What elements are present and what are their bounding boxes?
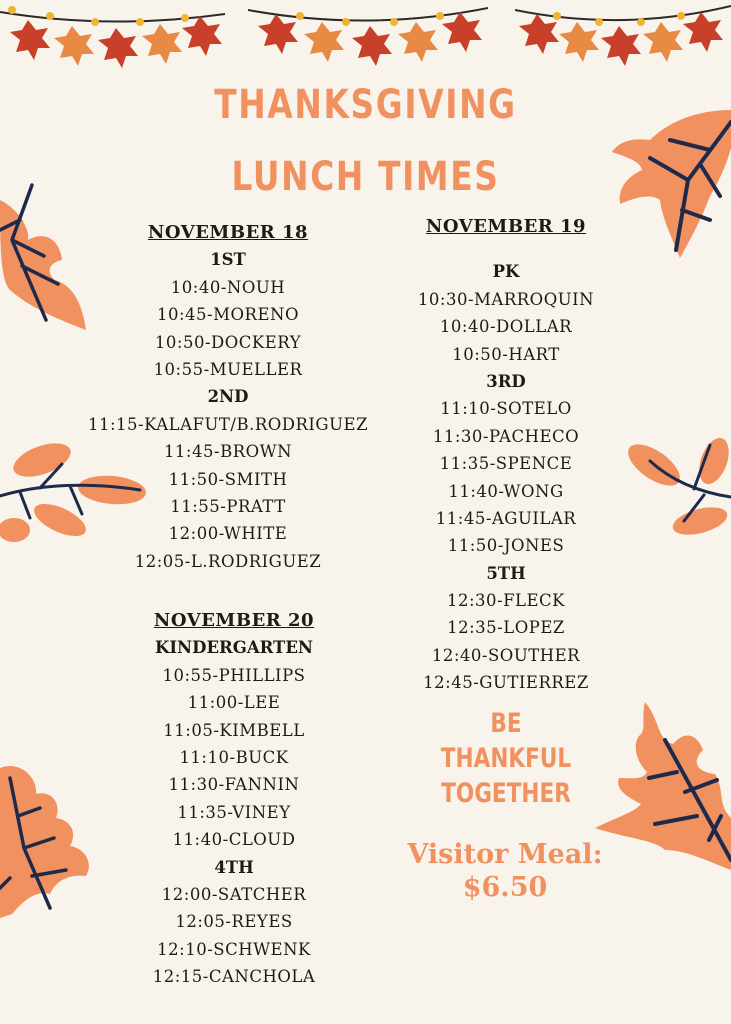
list-item: 11:05-KIMBELL — [163, 720, 305, 740]
list-item: 10:30-MARROQUIN — [417, 289, 595, 309]
autumn-leaf-icon — [614, 425, 731, 555]
list-item: 11:30-FANNIN — [168, 775, 300, 795]
grade-heading: PK — [492, 262, 520, 282]
list-item: 12:00-WHITE — [168, 524, 288, 544]
grade-heading: 4TH — [214, 857, 254, 877]
list-item: 12:10-SCHWENK — [157, 939, 311, 959]
list-item: 10:50-DOCKERY — [154, 332, 302, 352]
list-item: 11:50-JONES — [447, 536, 565, 556]
garland-right — [515, 0, 731, 80]
list-item: 12:45-GUTIERREZ — [423, 673, 589, 693]
list-item: 11:45-AGUILAR — [435, 508, 577, 528]
slogan-line3: TOGETHER — [441, 778, 571, 809]
grade-heading: 1ST — [210, 250, 246, 270]
grade-heading: 5TH — [486, 563, 526, 583]
list-item: 11:50-SMITH — [168, 469, 288, 489]
list-item: 11:35-VINEY — [177, 802, 291, 822]
page-title-line2: LUNCH TIMES — [231, 154, 500, 200]
garland-middle — [248, 0, 488, 80]
list-item: 10:55-PHILLIPS — [162, 665, 306, 685]
date-heading: NOVEMBER 18 — [147, 222, 309, 243]
list-item: 11:00-LEE — [187, 693, 281, 713]
list-item: 10:45-MORENO — [157, 305, 299, 325]
list-item: 12:05-L.RODRIGUEZ — [134, 551, 322, 571]
page-title-line1: THANKSGIVING — [214, 82, 517, 128]
list-item: 11:30-PACHECO — [432, 426, 580, 446]
list-item: 10:50-HART — [452, 344, 560, 364]
list-item: 11:40-CLOUD — [172, 830, 296, 850]
list-item: 12:35-LOPEZ — [447, 618, 565, 638]
grade-heading: KINDERGARTEN — [155, 638, 313, 658]
list-item: 11:55-PRATT — [170, 496, 286, 516]
list-item: 12:05-REYES — [175, 912, 293, 932]
list-item: 11:10-SOTELO — [440, 399, 572, 419]
garland-leaf-icon — [10, 16, 222, 68]
garland-left — [0, 0, 230, 80]
list-item: 12:00-SATCHER — [161, 884, 307, 904]
list-item: 12:15-CANCHOLA — [152, 967, 316, 987]
date-heading: NOVEMBER 19 — [425, 216, 587, 237]
grade-heading: 3RD — [486, 371, 526, 391]
list-item: 12:40-SOUTHER — [431, 645, 581, 665]
schedule-nov18 — [58, 219, 398, 575]
list-item: 10:40-DOLLAR — [439, 317, 573, 337]
list-item: 11:45-BROWN — [163, 442, 293, 462]
list-item: 11:40-WONG — [448, 481, 564, 501]
schedule-nov20 — [58, 607, 410, 990]
grade-heading: 2ND — [207, 387, 249, 407]
list-item: 11:35-SPENCE — [439, 454, 573, 474]
visitor-meal-label: Visitor Meal: — [407, 839, 603, 870]
list-item: 11:15-KALAFUT/B.RODRIGUEZ — [87, 414, 369, 434]
list-item: 10:55-MUELLER — [153, 359, 303, 379]
list-item: 12:30-FLECK — [446, 591, 566, 611]
schedule-nov19 — [385, 213, 627, 697]
slogan-line1: BE — [490, 708, 522, 739]
list-item: 11:10-BUCK — [179, 747, 289, 767]
date-heading: NOVEMBER 20 — [153, 610, 315, 631]
visitor-meal-price: $6.50 — [462, 872, 548, 903]
slogan-line2: THANKFUL — [440, 743, 572, 774]
list-item: 10:40-NOUH — [170, 277, 286, 297]
